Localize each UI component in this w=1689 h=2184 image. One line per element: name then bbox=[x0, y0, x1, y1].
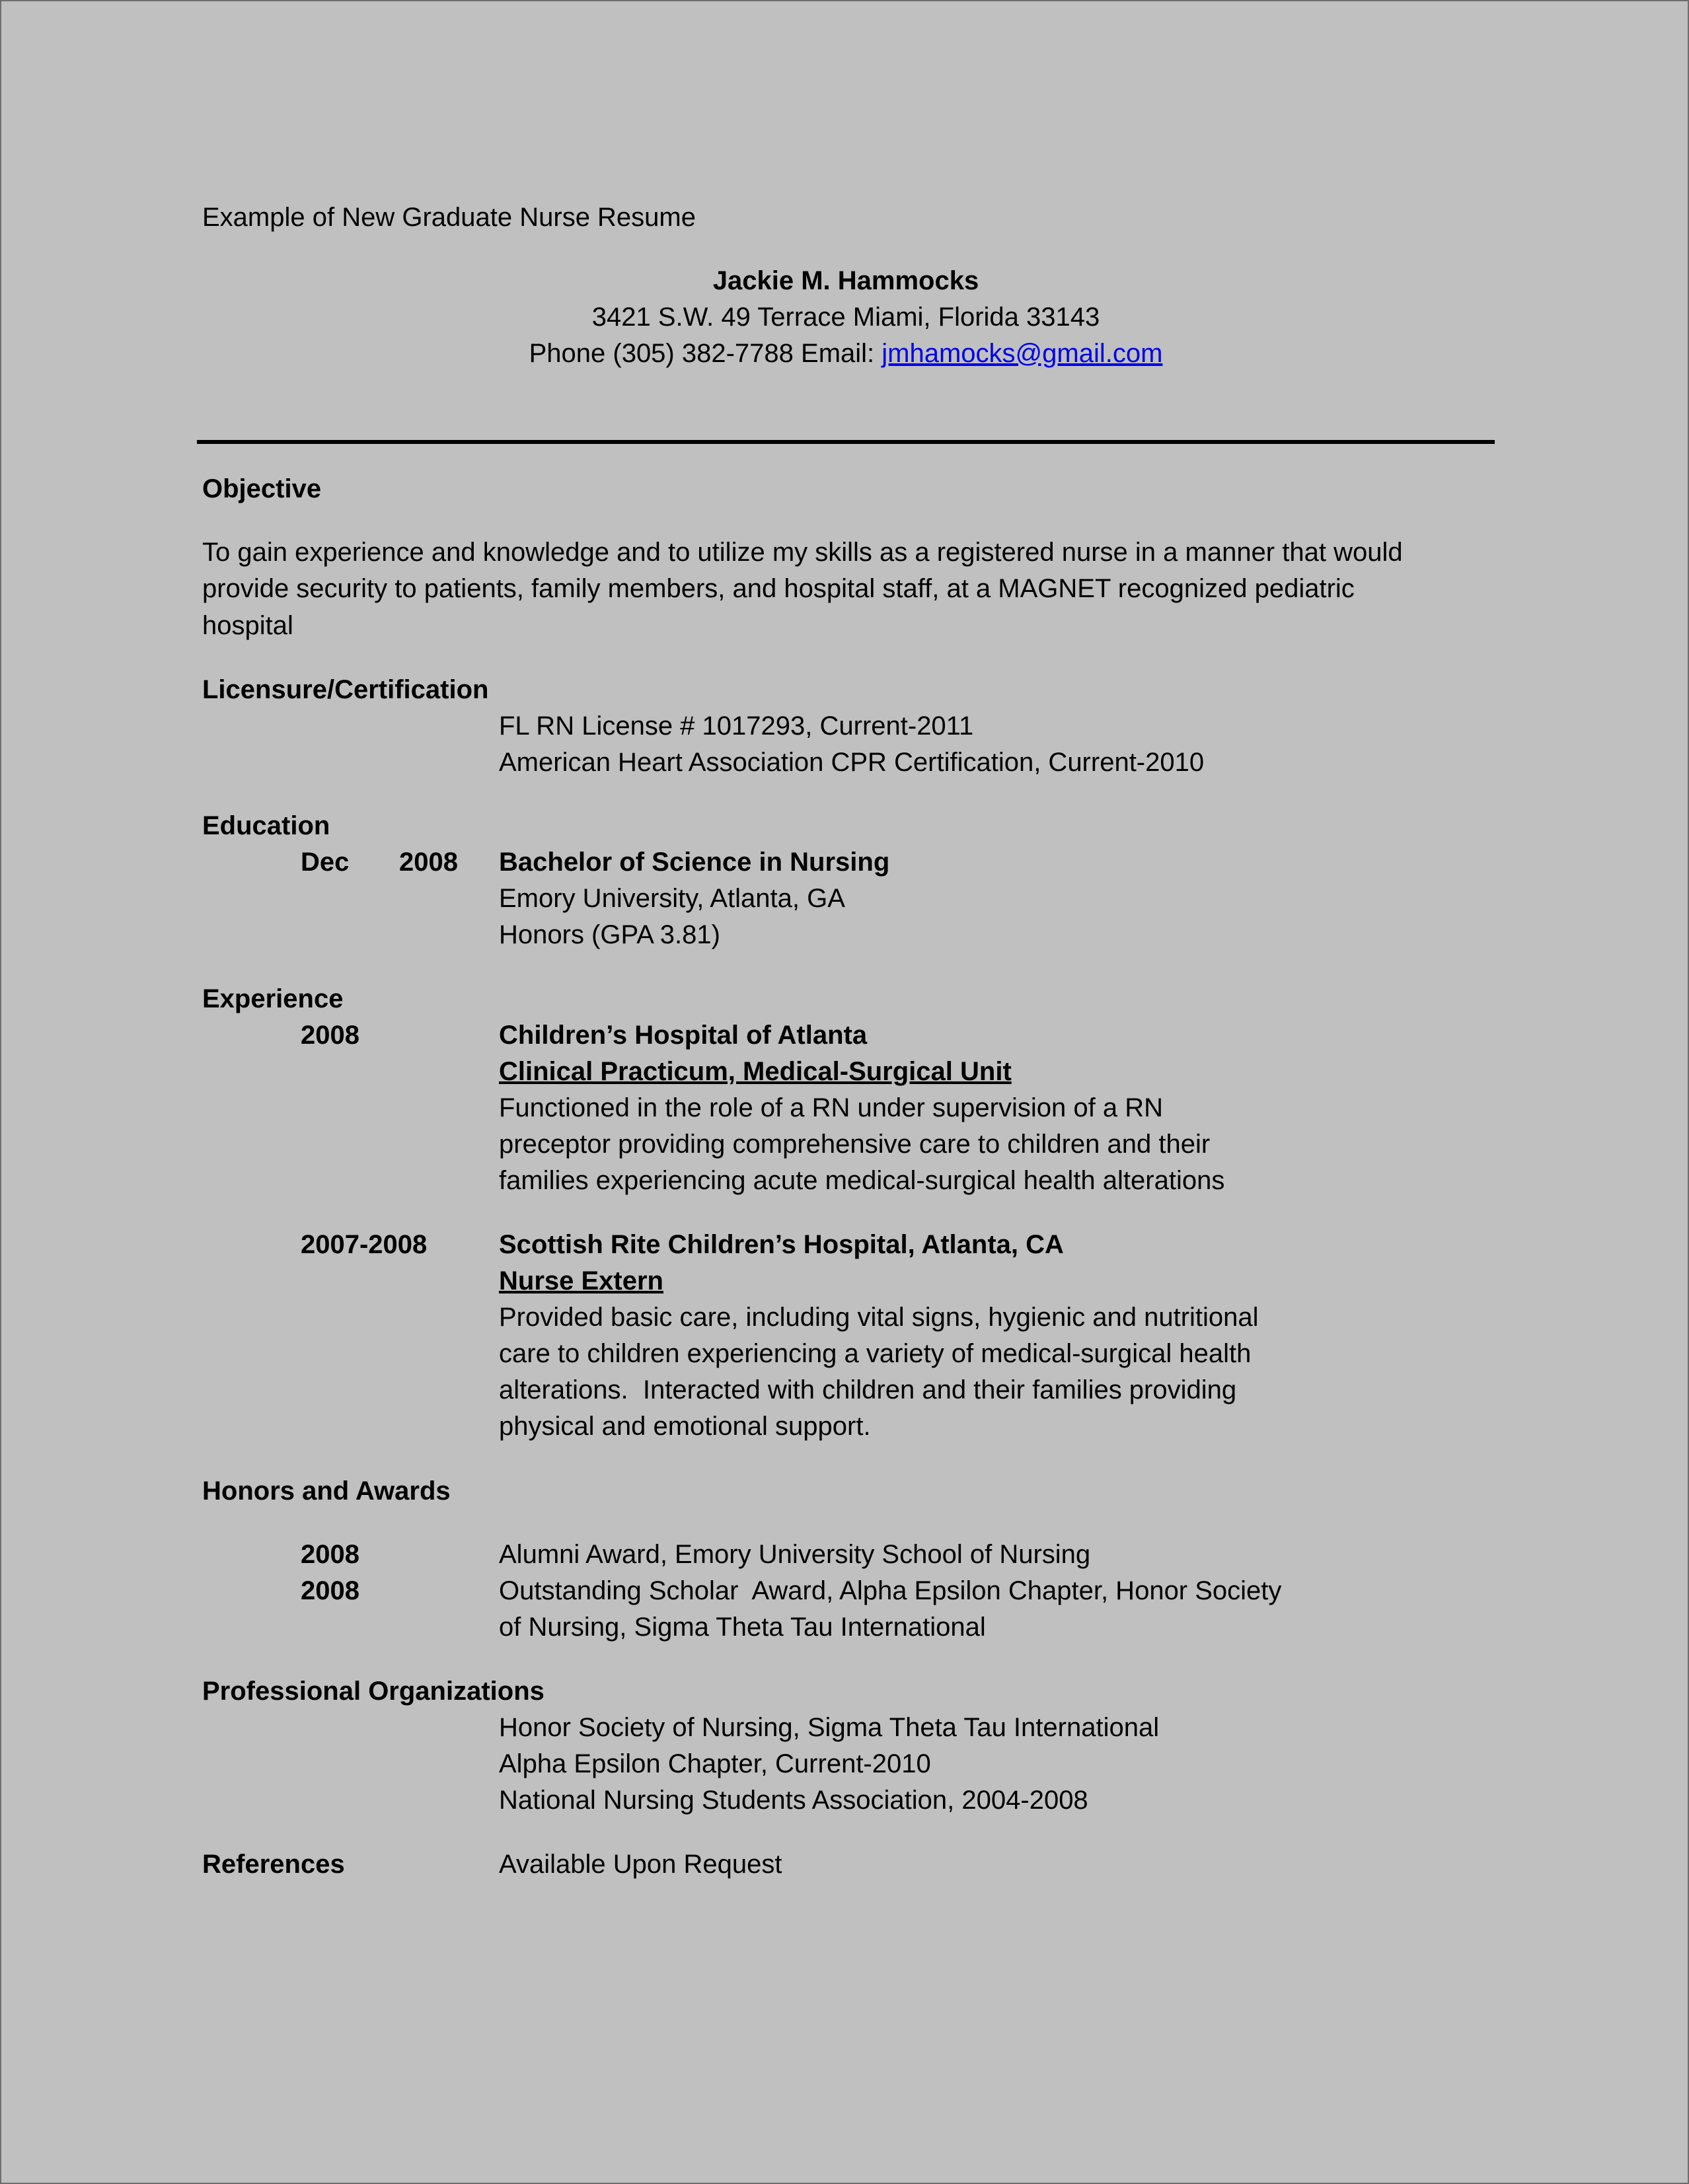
email-link[interactable]: jmhamocks@gmail.com bbox=[882, 339, 1163, 368]
applicant-name: Jackie M. Hammocks bbox=[712, 266, 979, 295]
objective-line: To gain experience and knowledge and to utilize my skills as a registered nurse in a manner that would bbox=[202, 538, 1403, 567]
applicant-address: 3421 S.W. 49 Terrace Miami, Florida 33143 bbox=[591, 303, 1100, 332]
award-year: 2008 bbox=[301, 1576, 359, 1605]
organizations-heading: Professional Organizations bbox=[202, 1677, 544, 1706]
organization-item: Honor Society of Nursing, Sigma Theta Tau International bbox=[499, 1713, 1160, 1742]
contact-line bbox=[1, 336, 1689, 372]
education-year: 2008 bbox=[399, 848, 458, 877]
experience-description-line: alterations. Interacted with children and their families providing bbox=[499, 1375, 1237, 1404]
education-heading: Education bbox=[202, 811, 330, 840]
award-year: 2008 bbox=[301, 1540, 359, 1569]
experience-description-line: care to children experiencing a variety of medical-surgical health bbox=[499, 1339, 1252, 1368]
organization-item: National Nursing Students Association, 2004-2008 bbox=[499, 1786, 1088, 1815]
licensure-heading: Licensure/Certification bbox=[202, 675, 489, 704]
experience-employer: Scottish Rite Children’s Hospital, Atlanta, CA bbox=[499, 1230, 1064, 1259]
experience-description-line: Functioned in the role of a RN under supervision of a RN bbox=[499, 1093, 1163, 1122]
experience-description-line: preceptor providing comprehensive care to children and their bbox=[499, 1130, 1211, 1159]
document-title: Example of New Graduate Nurse Resume bbox=[202, 203, 696, 232]
header-divider bbox=[197, 440, 1495, 444]
education-degree: Bachelor of Science in Nursing bbox=[499, 848, 890, 877]
experience-description-line: Provided basic care, including vital signs, hygienic and nutritional bbox=[499, 1303, 1259, 1332]
education-honors: Honors (GPA 3.81) bbox=[499, 920, 720, 949]
experience-date: 2007-2008 bbox=[301, 1230, 428, 1259]
education-month: Dec bbox=[301, 848, 350, 877]
award-line: of Nursing, Sigma Theta Tau International bbox=[499, 1613, 986, 1642]
experience-description-line: families experiencing acute medical-surgical health alterations bbox=[499, 1166, 1225, 1195]
licensure-item: American Heart Association CPR Certification, Current-2010 bbox=[499, 748, 1205, 777]
award-line: Outstanding Scholar Award, Alpha Epsilon Chapter, Honor Society bbox=[499, 1576, 1282, 1605]
objective-line: provide security to patients, family members, and hospital staff, at a MAGNET recognized pediatric bbox=[202, 574, 1355, 603]
phone-text: Phone (305) 382-7788 Email: bbox=[529, 339, 882, 368]
experience-heading: Experience bbox=[202, 984, 344, 1013]
education-school: Emory University, Atlanta, GA bbox=[499, 884, 845, 913]
references-text: Available Upon Request bbox=[499, 1850, 782, 1879]
award-line: Alumni Award, Emory University School of Nursing bbox=[499, 1540, 1091, 1569]
organization-item: Alpha Epsilon Chapter, Current-2010 bbox=[499, 1749, 931, 1778]
references-heading: References bbox=[202, 1850, 345, 1879]
experience-description-line: physical and emotional support. bbox=[499, 1412, 871, 1441]
objective-heading: Objective bbox=[202, 474, 322, 503]
honors-heading: Honors and Awards bbox=[202, 1476, 451, 1506]
experience-date: 2008 bbox=[301, 1021, 359, 1050]
experience-role: Nurse Extern bbox=[499, 1266, 663, 1295]
objective-line: hospital bbox=[202, 611, 293, 640]
experience-role: Clinical Practicum, Medical-Surgical Unit bbox=[499, 1057, 1012, 1086]
licensure-item: FL RN License # 1017293, Current-2011 bbox=[499, 711, 974, 741]
experience-employer: Children’s Hospital of Atlanta bbox=[499, 1021, 868, 1050]
